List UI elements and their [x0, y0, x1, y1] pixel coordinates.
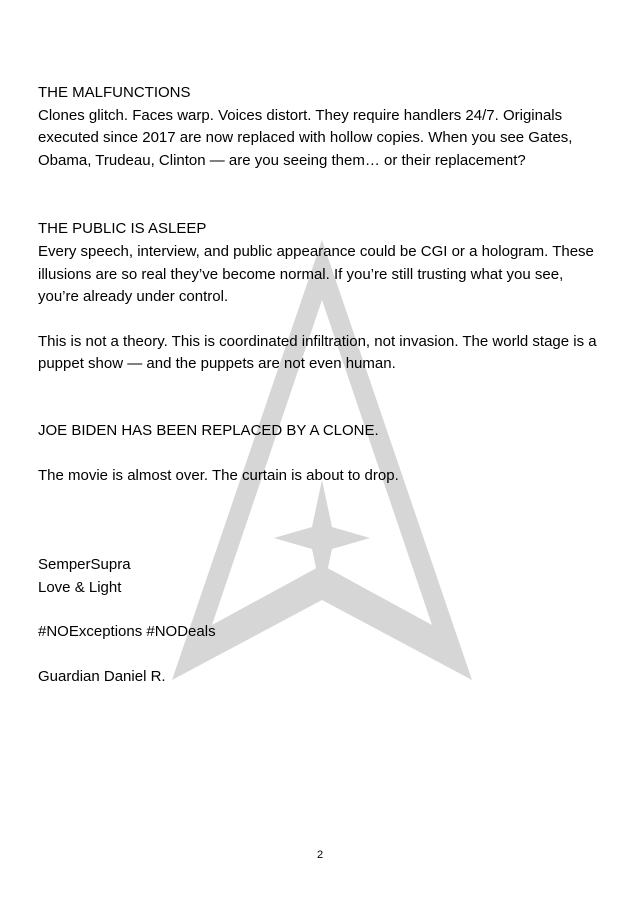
signature-author: Guardian Daniel R.	[38, 667, 166, 685]
section-body-malfunctions: Clones glitch. Faces warp. Voices distort. They require handlers 24/7. Originals executed since 2017 are now replaced with hollow copies. When you see Gates, Obama, Trudeau, Clinton — are you seeing them… or their replacement?	[38, 106, 573, 169]
signature-sign-off: Love & Light	[38, 578, 122, 596]
biden-statement: JOE BIDEN HAS BEEN REPLACED BY A CLONE.	[38, 421, 379, 439]
movie-statement: The movie is almost over. The curtain is about to drop.	[38, 466, 399, 484]
page-number: 2	[316, 849, 324, 861]
signature-hashtags: #NOExceptions #NODeals	[38, 623, 216, 641]
section-body-public-asleep: Every speech, interview, and public appearance could be CGI or a hologram. These illusions are so real they’ve become normal. If you’re still trusting what you see, you’re already under control.	[38, 242, 594, 306]
section-heading-public-asleep: THE PUBLIC IS ASLEEP	[38, 220, 207, 238]
section-heading-malfunctions: THE MALFUNCTIONS	[38, 84, 191, 101]
signature-name: SemperSupra	[38, 556, 131, 574]
document-body	[38, 82, 608, 689]
theory-paragraph: This is not a theory. This is coordinated infiltration, not invasion. The world stage is a puppet show — and the puppets are not even human.	[38, 332, 597, 373]
